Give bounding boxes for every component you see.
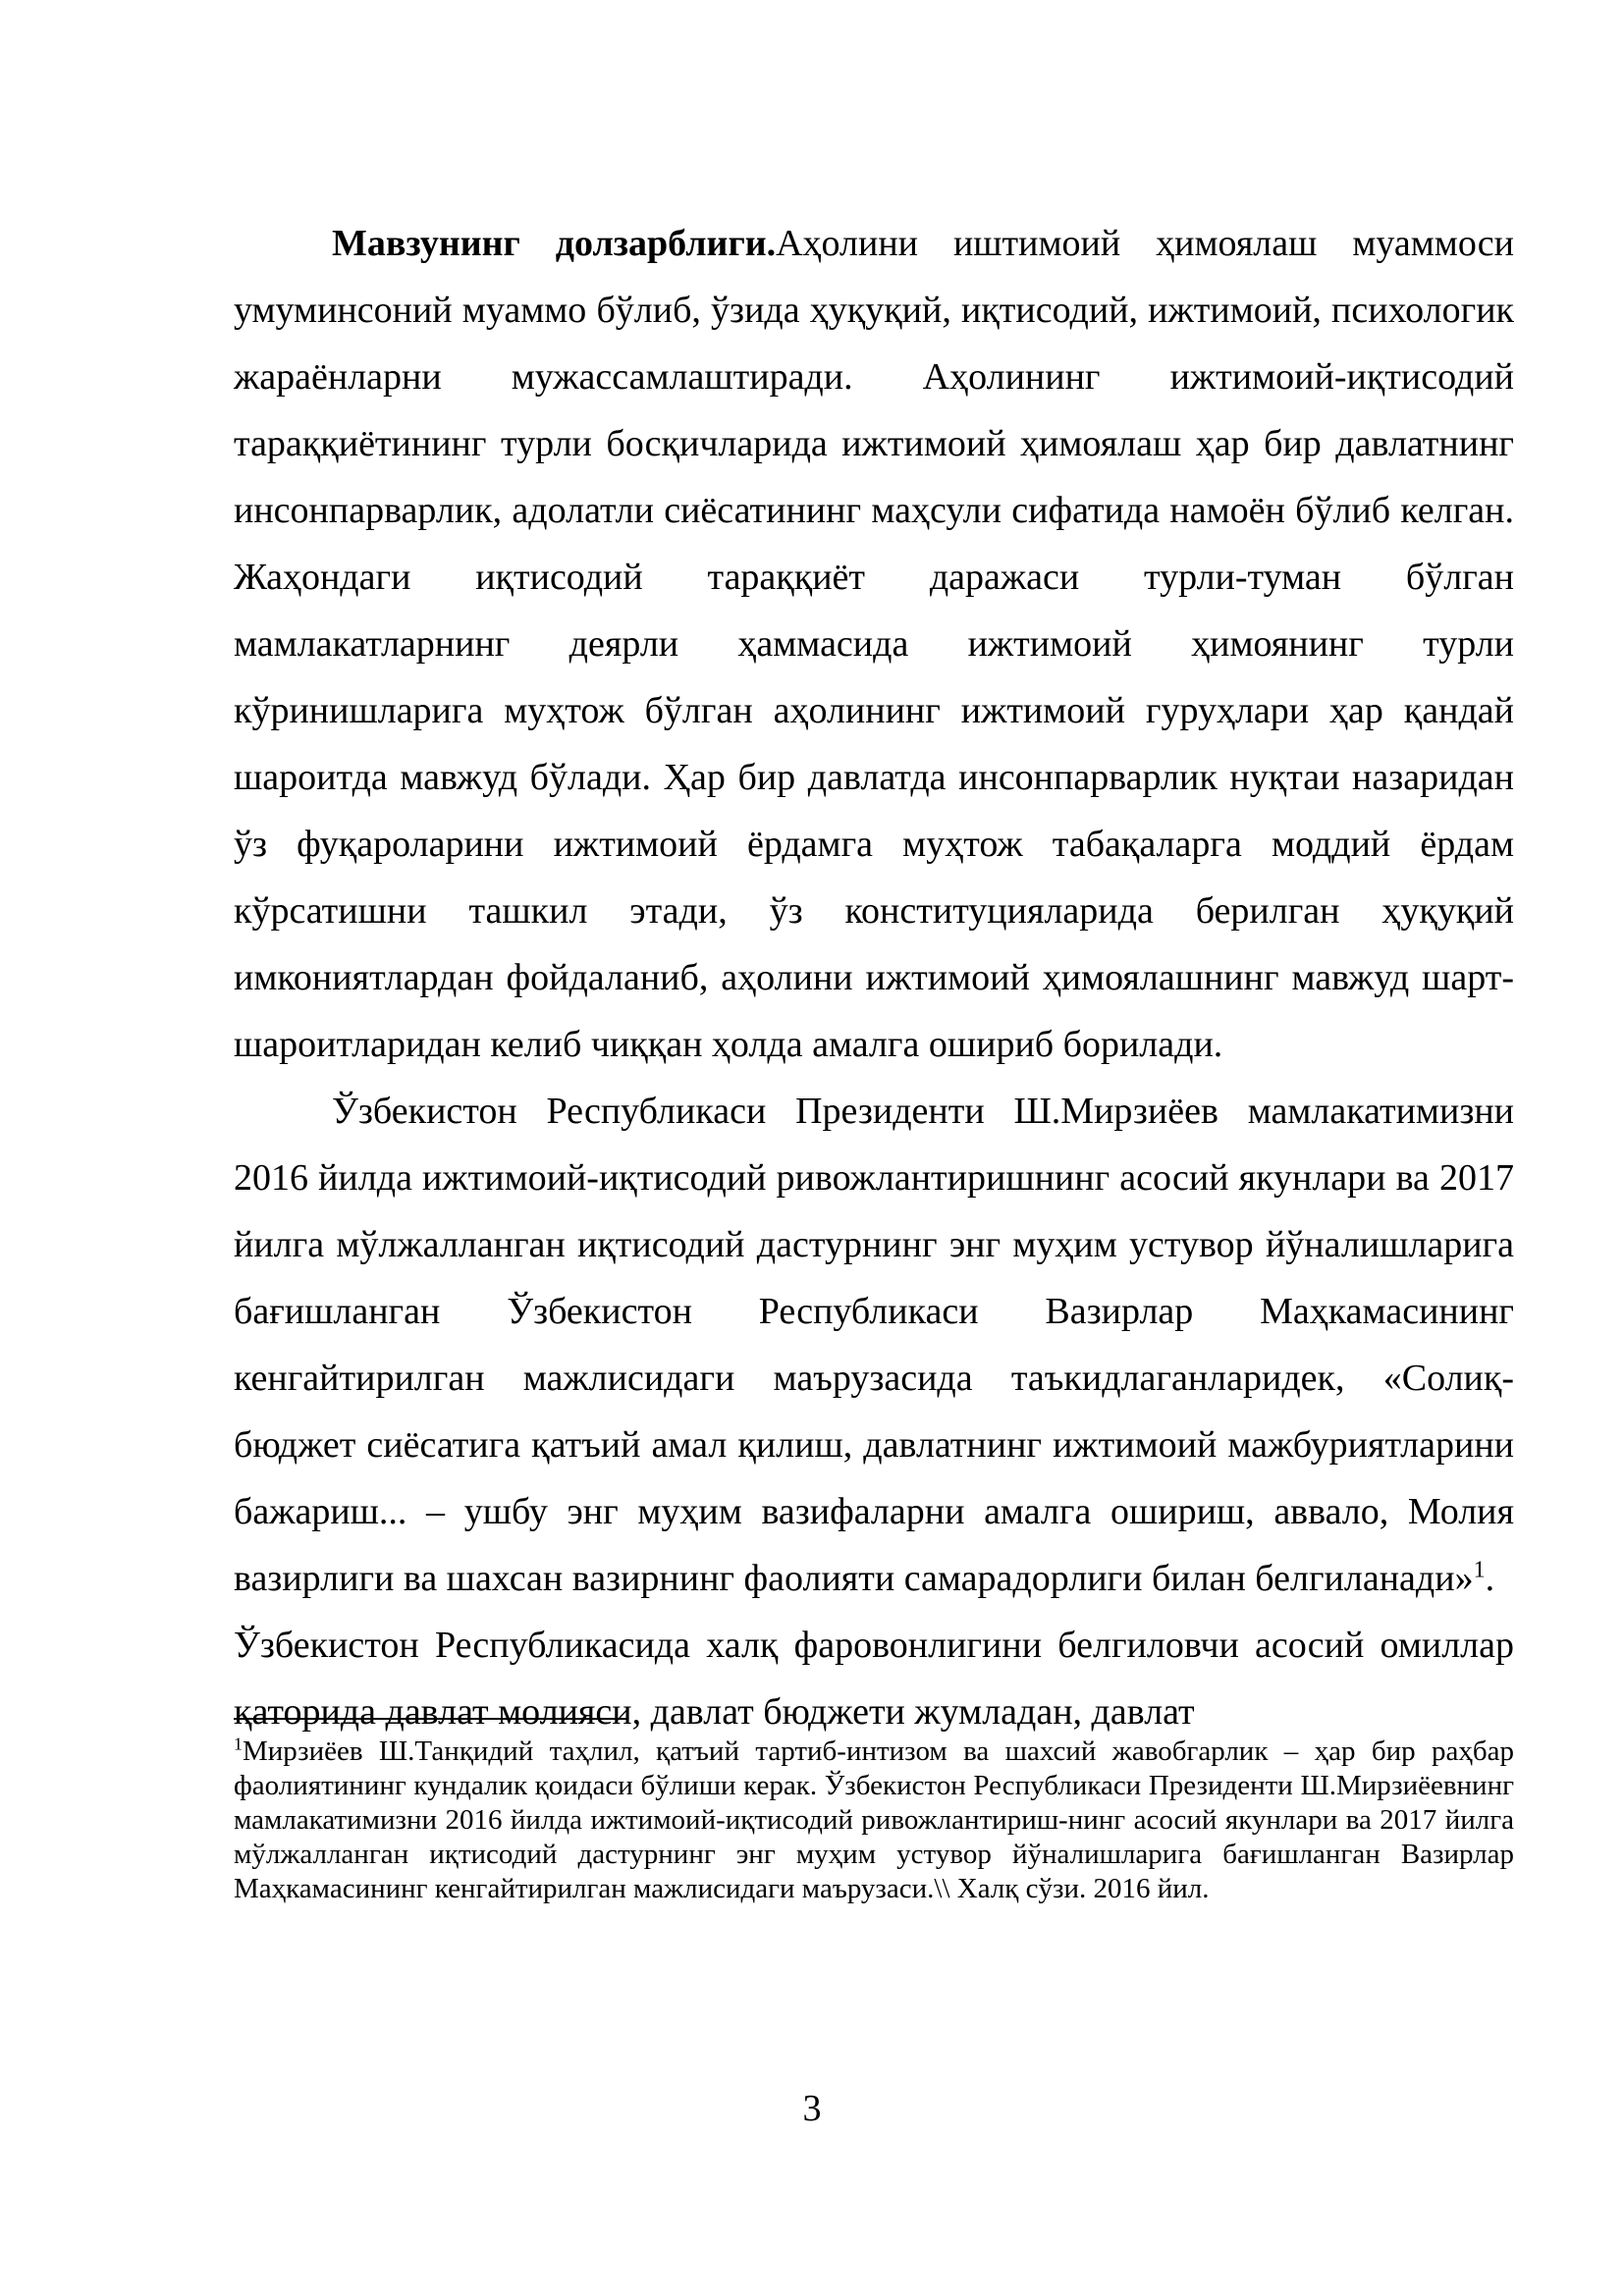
paragraph-finance (234, 1612, 1514, 1745)
footnote-marker: 1 (234, 1734, 243, 1754)
paragraph-tail: . (1485, 1558, 1495, 1599)
paragraph-president-quote (234, 1078, 1514, 1612)
footnote-separator (234, 1718, 628, 1720)
paragraph-text: Аҳолини иштимоий ҳимоялаш муаммоси умуминсоний муаммо бўлиб, ўзида ҳуқуқий, иқтисодий, ижтимоий, психологик жараёнларни мужассамлаштиради. Аҳолининг ижтимоий-иқтисодий тараққиётининг турли босқичларида ижтимоий ҳимоялаш ҳар бир давлатнинг инсонпарварлик, адолатли сиёсатининг маҳсули сифатида намоён бўлиб келган. Жаҳондаги иқтисодий тараққиёт даражаси турли-туман бўлган мамлакатларнинг деярли ҳаммасида ижтимоий ҳимоянинг турли кўринишларига муҳтож бўлган аҳолининг ижтимоий гуруҳлари ҳар қандай шароитда мавжуд бўлади. Ҳар бир давлатда инсонпарварлик нуқтаи назаридан ўз фуқароларини ижтимоий ёрдамга муҳтож табақаларга моддий ёрдам кўрсатишни ташкил этади, ўз конституцияларида берилган ҳуқуқий имкониятлардан фойдаланиб, аҳолини ижтимоий ҳимоялашнинг мавжуд шарт-шароитларидан келиб чиққан ҳолда амалга ошириб борилади. (234, 223, 1514, 1065)
paragraph-relevance (234, 210, 1514, 1078)
body-text (234, 210, 1514, 1745)
footnote (234, 1735, 1514, 1906)
section-heading-relevance: Мавзунинг долзарблиги. (332, 223, 777, 264)
page-number: 3 (802, 2088, 822, 2129)
footnote-reference[interactable]: 1 (1473, 1557, 1486, 1583)
paragraph-text: Ўзбекистон Республикаси Президенти Ш.Мирзиёев мамлакатимизни 2016 йилда ижтимоий-иқтисодий ривожлантиришнинг асосий якунлари ва 2017 йилга мўлжалланган иқтисодий дастурнинг энг муҳим устувор йўналишларига бағишланган Ўзбекистон Республикаси Вазирлар Маҳкамасининг кенгайтирилган мажлисидаги маърузасида таъкидлаганларидек, «Солиқ-бюджет сиёсатига қатъий амал қилиш, давлатнинг ижтимоий мажбуриятларини бажариш... – ушбу энг муҳим вазифаларни амалга ошириш, аввало, Молия вазирлиги ва шахсан вазирнинг фаолияти самарадорлиги билан белгиланади» (234, 1091, 1514, 1599)
footnote-text: Мирзиёев Ш.Танқидий таҳлил, қатъий тартиб-интизом ва шахсий жавобгарлик – ҳар бир раҳбар фаолиятининг кундалик қоидаси бўлиши керак. Ўзбекистон Республикаси Президенти Ш.Мирзиёевнинг мамлакатимизни 2016 йилда ижтимоий-иқтисодий ривожлантириш-нинг асосий якунлари ва 2017 йилга мўлжалланган иқтисодий дастурнинг энг муҳим устувор йўналишларига бағишланган Вазирлар Маҳкамасининг кенгайтирилган мажлисидаги маърузаси.\\ Халқ сўзи. 2016 йил. (234, 1735, 1514, 1904)
paragraph-text: Ўзбекистон Республикасида халқ фаровонлигини белгиловчи асосий омиллар қаторида давлат молияси, давлат бюджети жумладан, давлат (234, 1625, 1514, 1733)
